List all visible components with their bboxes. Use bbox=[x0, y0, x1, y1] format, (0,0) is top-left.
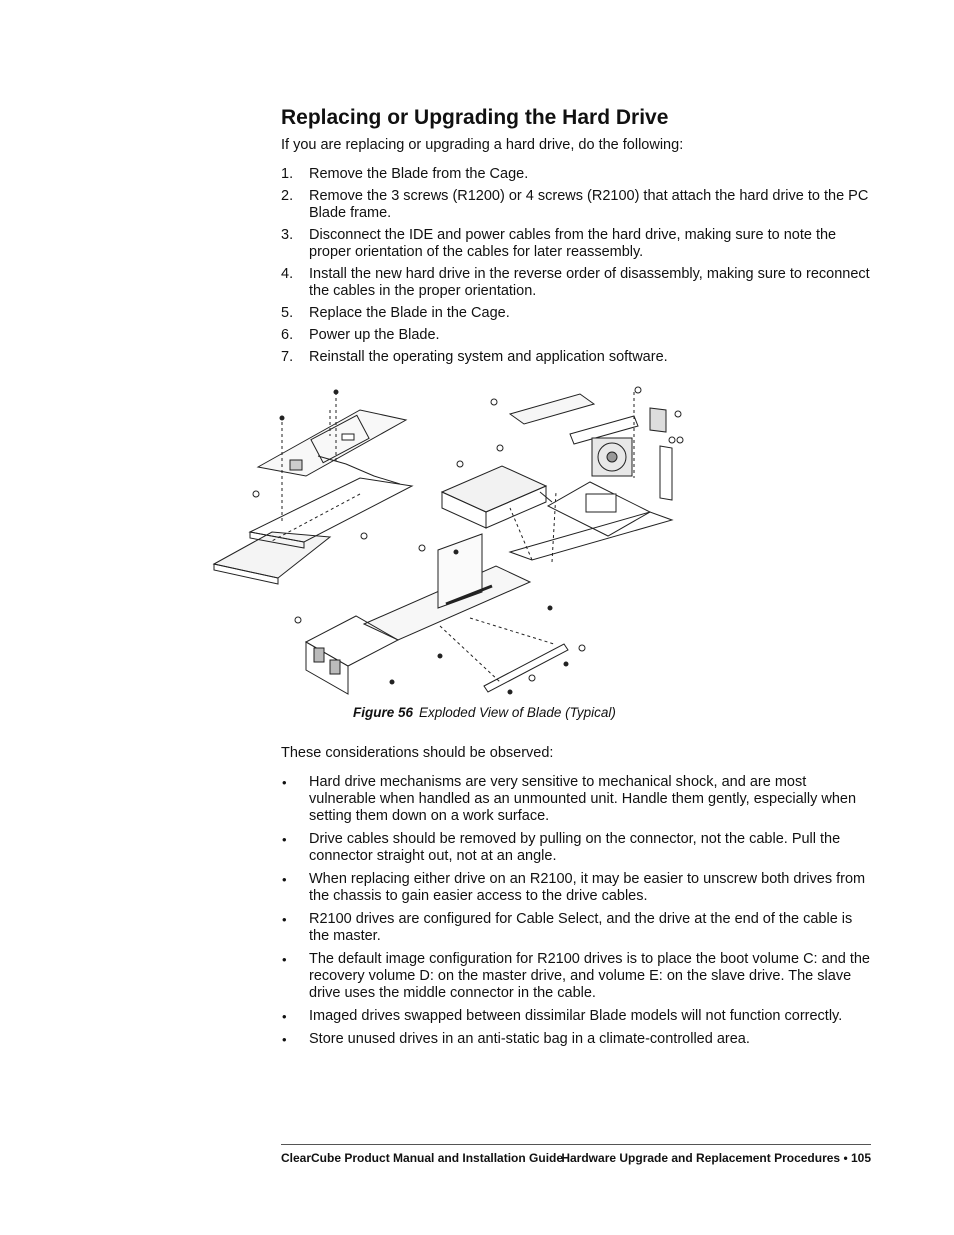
step-number: 2. bbox=[281, 188, 294, 204]
step-number: 7. bbox=[281, 349, 294, 365]
figure-label: Figure 56 bbox=[353, 705, 414, 720]
procedure-steps bbox=[281, 166, 873, 371]
list-item bbox=[281, 911, 873, 945]
list-item-text: Store unused drives in an anti-static bag in a climate-controlled area. bbox=[309, 1031, 750, 1047]
figure-caption bbox=[353, 705, 616, 720]
bullet-icon: • bbox=[282, 1032, 287, 1047]
step-text: Power up the Blade. bbox=[309, 327, 440, 343]
step-item bbox=[281, 227, 873, 261]
step-text: Remove the Blade from the Cage. bbox=[309, 166, 529, 182]
list-item bbox=[281, 831, 873, 865]
considerations-list bbox=[281, 774, 873, 1054]
step-number: 5. bbox=[281, 305, 294, 321]
step-number: 4. bbox=[281, 266, 294, 282]
intro-text: If you are replacing or upgrading a hard drive, do the following: bbox=[281, 137, 684, 153]
step-number: 1. bbox=[281, 166, 294, 182]
list-item-text: When replacing either drive on an R2100, it may be easier to unscrew both drives from the chassis to gain easier access to the drive cables. bbox=[309, 871, 866, 904]
bullet-icon: • bbox=[282, 872, 287, 887]
footer-manual-title: ClearCube Product Manual and Installation Guide bbox=[281, 1151, 564, 1165]
footer-divider bbox=[281, 1144, 871, 1145]
step-number: 3. bbox=[281, 227, 294, 243]
list-item-text: Imaged drives swapped between dissimilar Blade models will not function correctly. bbox=[309, 1008, 843, 1024]
bullet-icon: • bbox=[282, 912, 287, 927]
list-item-text: The default image configuration for R2100 drives is to place the boot volume C: and the recovery volume D: on the master drive, and volume E: on the slave drive. The slave drive uses the middle connector in the cable. bbox=[309, 951, 870, 1001]
list-item-text: R2100 drives are configured for Cable Select, and the drive at the end of the cable is the master. bbox=[309, 911, 853, 944]
step-item bbox=[281, 349, 873, 366]
bullet-icon: • bbox=[282, 952, 287, 967]
step-text: Install the new hard drive in the reverse order of disassembly, making sure to reconnect the cables in the proper orientation. bbox=[309, 266, 870, 299]
step-text: Replace the Blade in the Cage. bbox=[309, 305, 510, 321]
step-text: Remove the 3 screws (R1200) or 4 screws (R2100) that attach the hard drive to the PC Blade frame. bbox=[309, 188, 869, 221]
figure-caption-text: Exploded View of Blade (Typical) bbox=[419, 705, 616, 720]
list-item bbox=[281, 774, 873, 825]
list-item-text: Drive cables should be removed by pulling on the connector, not the cable. Pull the connector straight out, not at an angle. bbox=[309, 831, 841, 864]
bullet-icon: • bbox=[282, 832, 287, 847]
step-item bbox=[281, 166, 873, 183]
list-item bbox=[281, 1031, 873, 1048]
exploded-blade-diagram bbox=[210, 382, 694, 698]
step-item bbox=[281, 305, 873, 322]
considerations-intro: These considerations should be observed: bbox=[281, 745, 554, 761]
step-text: Disconnect the IDE and power cables from the hard drive, making sure to note the proper orientation of the cables for later reassembly. bbox=[309, 227, 837, 260]
step-text: Reinstall the operating system and application software. bbox=[309, 349, 668, 365]
footer-section-page: Hardware Upgrade and Replacement Procedures • 105 bbox=[561, 1151, 871, 1165]
section-title: Replacing or Upgrading the Hard Drive bbox=[281, 106, 669, 129]
step-item bbox=[281, 327, 873, 344]
list-item bbox=[281, 871, 873, 905]
step-item bbox=[281, 188, 873, 222]
list-item bbox=[281, 951, 873, 1002]
bullet-icon: • bbox=[282, 775, 287, 790]
list-item-text: Hard drive mechanisms are very sensitive to mechanical shock, and are most vulnerable when handled as an unmounted unit. Handle them gently, especially when setting them down on a work surface. bbox=[309, 774, 857, 824]
list-item bbox=[281, 1008, 873, 1025]
bullet-icon: • bbox=[282, 1009, 287, 1024]
step-item bbox=[281, 266, 873, 300]
step-number: 6. bbox=[281, 327, 294, 343]
